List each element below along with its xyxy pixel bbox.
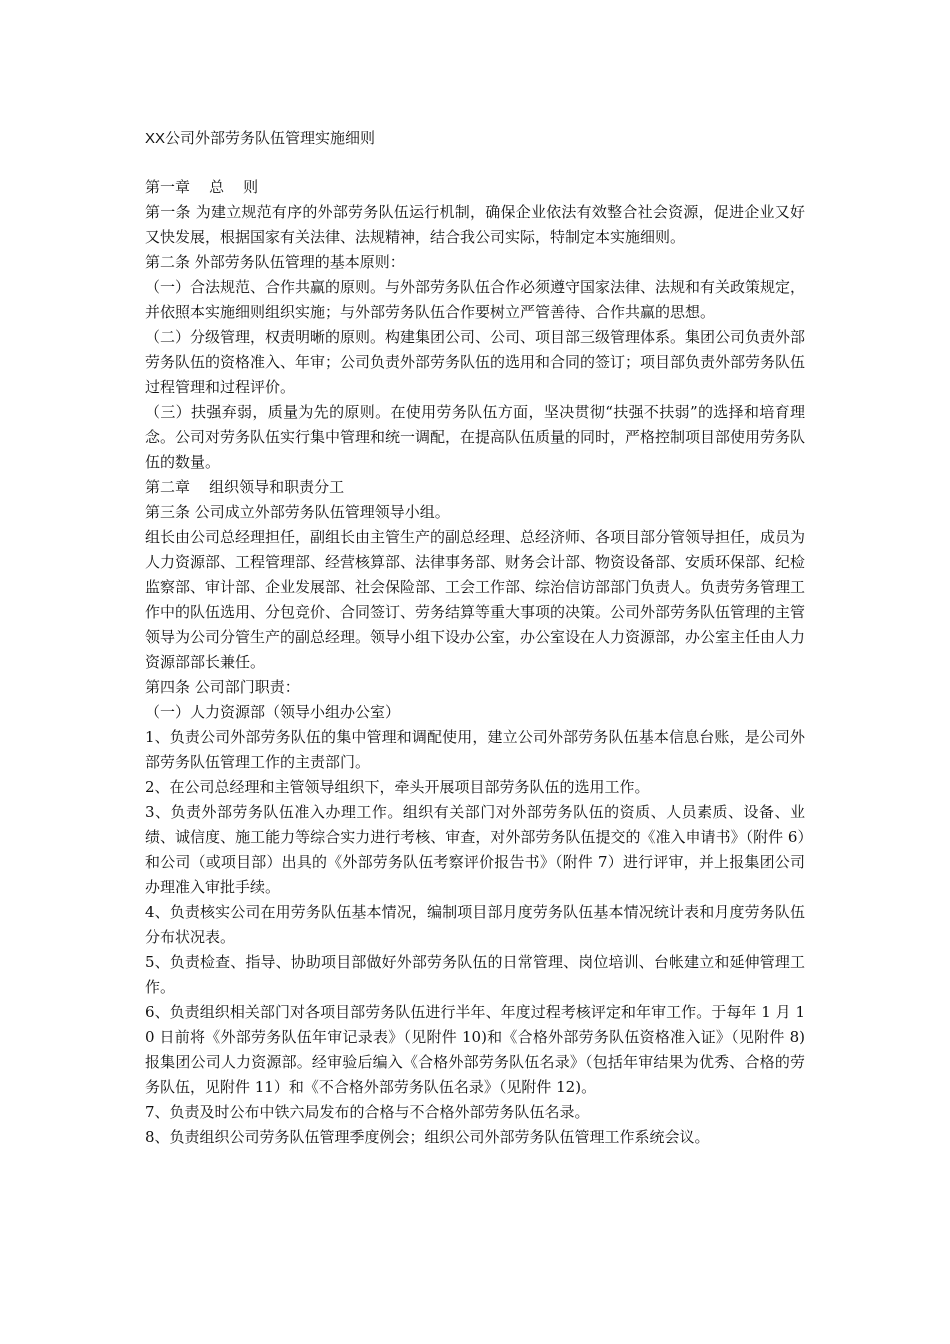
article-3: 第三条 公司成立外部劳务队伍管理领导小组。: [145, 503, 450, 521]
duty-item-3: 3、负责外部劳务队伍准入办理工作。组织有关部门对外部劳务队伍的资质、人员素质、设备、业绩、诚信度、施工能力等综合实力进行考核、审查，对外部劳务队伍提交的《准入申请书》（附件 6）和公司（或项目部）出具的《外部劳务队伍考察评价报告书》（附件 7）进行评审，并上报集团公司办理准入审批手续。: [145, 803, 805, 896]
chapter-heading-2: 第二章 组织领导和职责分工: [145, 478, 345, 496]
document-title: XX公司外部劳务队伍管理实施细则: [145, 130, 376, 147]
duty-item-5: 5、负责检查、指导、协助项目部做好外部劳务队伍的日常管理、岗位培训、台帐建立和延伸管理工作。: [145, 953, 805, 996]
article-3-body: 组长由公司总经理担任，副组长由主管生产的副总经理、总经济师、各项目部分管领导担任，成员为人力资源部、工程管理部、经营核算部、法律事务部、财务会计部、物资设备部、安质环保部、纪检监察部、审计部、企业发展部、社会保险部、工会工作部、综治信访部部门负责人。负责劳务管理工作中的队伍选用、分包竞价、合同签订、劳务结算等重大事项的决策。公司外部劳务队伍管理的主管领导为公司分管生产的副总经理。领导小组下设办公室，办公室设在人力资源部，办公室主任由人力资源部部长兼任。: [145, 528, 806, 671]
section-hr-department: （一）人力资源部（领导小组办公室）: [145, 703, 401, 721]
duty-item-1: 1、负责公司外部劳务队伍的集中管理和调配使用，建立公司外部劳务队伍基本信息台账，是公司外部劳务队伍管理工作的主责部门。: [145, 728, 805, 771]
principle-2: （二）分级管理，权责明晰的原则。构建集团公司、公司、项目部三级管理体系。集团公司负责外部劳务队伍的资格准入、年审；公司负责外部劳务队伍的选用和合同的签订；项目部负责外部劳务队伍过程管理和过程评价。: [145, 328, 806, 396]
duty-item-6: 6、负责组织相关部门对各项目部劳务队伍进行半年、年度过程考核评定和年审工作。于每年 1 月 10 日前将《外部劳务队伍年审记录表》（见附件 10)和《合格外部劳务队伍资格准入证》（见附件 8)报集团公司人力资源部。经审验后编入《合格外部劳务队伍名录》（包括年审结果为优秀、合格的劳务队伍，见附件 11）和《不合格外部劳务队伍名录》（见附件 12)。: [145, 1003, 805, 1096]
principle-1: （一）合法规范、合作共赢的原则。与外部劳务队伍合作必须遵守国家法律、法规和有关政策规定，并依照本实施细则组织实施；与外部劳务队伍合作要树立严管善待、合作共赢的思想。: [145, 278, 806, 321]
duty-item-7: 7、负责及时公布中铁六局发布的合格与不合格外部劳务队伍名录。: [145, 1103, 590, 1121]
duty-item-2: 2、在公司总经理和主管领导组织下，牵头开展项目部劳务队伍的选用工作。: [145, 778, 650, 796]
duty-item-8: 8、负责组织公司劳务队伍管理季度例会；组织公司外部劳务队伍管理工作系统会议。: [145, 1128, 710, 1146]
document-page: [145, 126, 805, 1150]
duty-item-4: 4、负责核实公司在用劳务队伍基本情况，编制项目部月度劳务队伍基本情况统计表和月度劳务队伍分布状况表。: [145, 903, 805, 946]
principle-3: （三）扶强弃弱，质量为先的原则。在使用劳务队伍方面，坚决贯彻“扶强不扶弱”的选择和培育理念。公司对劳务队伍实行集中管理和统一调配，在提高队伍质量的同时，严格控制项目部使用劳务队伍的数量。: [145, 403, 806, 471]
article-1: 第一条 为建立规范有序的外部劳务队伍运行机制，确保企业依法有效整合社会资源，促进企业又好又快发展，根据国家有关法律、法规精神，结合我公司实际，特制定本实施细则。: [145, 203, 805, 246]
article-4: 第四条 公司部门职责：: [145, 678, 300, 696]
article-2: 第二条 外部劳务队伍管理的基本原则：: [145, 253, 405, 271]
chapter-heading-1: 第一章 总 则: [145, 178, 259, 196]
